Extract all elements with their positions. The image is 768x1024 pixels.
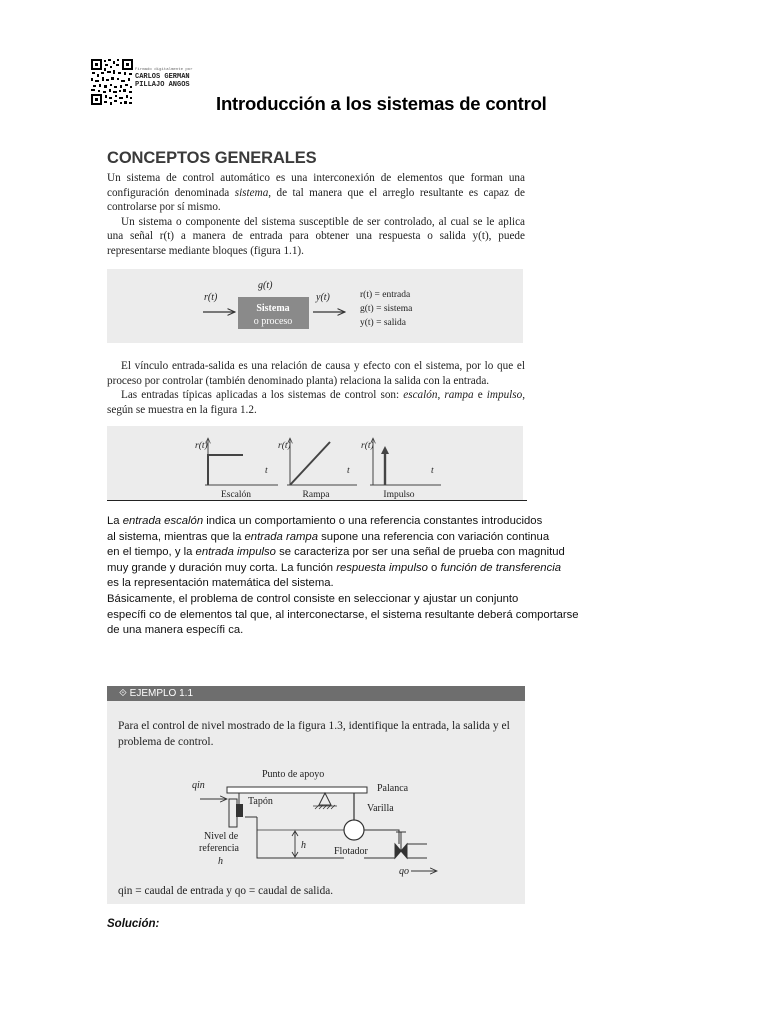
label-nivel-3: h bbox=[218, 856, 223, 867]
label-qo: qo bbox=[399, 866, 409, 877]
fig1-system-signal: g(t) bbox=[258, 280, 273, 291]
impulse-ylabel: r(t) bbox=[361, 441, 374, 451]
body-line: en el tiempo, y la entrada impulso se caracteriza por ser una señal de prueba con magnitud bbox=[107, 546, 565, 559]
intro-paragraph-2: Un sistema o componente del sistema susceptible de ser controlado, al cual se le aplica una señal r(t) a manera de entrada para obtener una respuesta o salida y(t), puede representarse mediante bloques (figura 1.1). bbox=[107, 215, 525, 257]
ramp-xlabel: t bbox=[347, 466, 350, 476]
page-title: Introducción a los sistemas de control bbox=[216, 93, 547, 114]
ramp-ylabel: r(t) bbox=[278, 441, 291, 451]
step-ylabel: r(t) bbox=[195, 441, 208, 451]
body-line: La entrada escalón indica un comportamiento o una referencia constantes introducidos bbox=[107, 515, 543, 527]
step-plot bbox=[195, 438, 278, 500]
body-line: es la representación matemática del sistema. bbox=[107, 577, 334, 590]
impulse-label: Impulso bbox=[383, 490, 415, 500]
middle-text bbox=[107, 359, 525, 417]
legend-salida: y(t) = salida bbox=[360, 318, 406, 328]
middle-paragraph-2: Las entradas típicas aplicadas a los sistemas de control son: escalón, rampa e impulso, según se muestra en la figura 1.2. bbox=[107, 389, 526, 416]
label-h: h bbox=[301, 840, 306, 851]
body-line: muy grande y duración muy corta. La función respuesta impulso o función de transferencia bbox=[107, 561, 562, 574]
signer-line-2: PILLAJO ANGOS bbox=[135, 81, 190, 89]
fig1-input-label: r(t) bbox=[204, 292, 218, 303]
legend-entrada: r(t) = entrada bbox=[360, 290, 411, 300]
label-nivel-2: referencia bbox=[199, 843, 239, 854]
block-label-1: Sistema bbox=[256, 303, 290, 314]
outlet-pipe bbox=[364, 830, 399, 844]
intro-paragraph-1: Un sistema de control automático es una interconexión de elementos que forman una configuración denominada sistema, de tal manera que el arreglo resultante es capaz de controlarse por sí mismo. bbox=[107, 172, 525, 214]
section-title: CONCEPTOS GENERALES bbox=[107, 149, 317, 167]
body-line: específi co de elementos tal que, al interconectarse, el sistema resultante deberá comportarse bbox=[107, 608, 579, 621]
qr-code bbox=[90, 58, 134, 106]
label-varilla: Varilla bbox=[367, 803, 394, 814]
pivot bbox=[319, 793, 331, 805]
label-tapon: Tapón bbox=[248, 796, 273, 807]
step-xlabel: t bbox=[265, 466, 268, 476]
float bbox=[344, 820, 364, 840]
fig1-output-label: y(t) bbox=[316, 292, 330, 303]
signature-note: Firmado digitalmente por bbox=[135, 68, 193, 72]
label-nivel-1: Nivel de bbox=[204, 831, 239, 842]
solution-heading: Solución: bbox=[107, 918, 160, 930]
tank bbox=[257, 817, 344, 858]
ramp-label: Rampa bbox=[302, 490, 330, 500]
impulse-xlabel: t bbox=[431, 466, 434, 476]
label-qin: qin bbox=[192, 780, 205, 791]
example-text: Para el control de nivel mostrado de la figura 1.3, identifique la entrada, la salida y el problema de control. bbox=[118, 720, 510, 748]
figure-caption: qin = caudal de entrada y qo = caudal de salida. bbox=[118, 885, 334, 897]
example-header: ⟐ EJEMPLO 1.1 bbox=[107, 686, 525, 701]
lever bbox=[227, 787, 367, 793]
digital-signature bbox=[135, 68, 193, 89]
middle-paragraph-1: El vínculo entrada-salida es una relación de causa y efecto con el sistema, por lo que el proceso por controlar (también denominado planta) relaciona la salida con la entrada. bbox=[107, 360, 525, 387]
ramp-plot bbox=[278, 438, 357, 500]
body-text bbox=[107, 514, 627, 639]
signer-line-1: CARLOS GERMAN bbox=[135, 73, 190, 81]
figure-block-diagram bbox=[107, 269, 523, 343]
figure-input-signals bbox=[107, 426, 523, 501]
label-punto-apoyo: Punto de apoyo bbox=[262, 769, 325, 780]
body-line: al sistema, mientras que la entrada rampa supone una referencia con variación continua bbox=[107, 530, 550, 543]
impulse-plot bbox=[361, 438, 441, 500]
inlet-pipe bbox=[229, 799, 237, 827]
label-palanca: Palanca bbox=[377, 783, 409, 794]
legend-sistema: g(t) = sistema bbox=[360, 304, 413, 314]
body-line: de una manera específi ca. bbox=[107, 624, 244, 637]
divider bbox=[107, 500, 527, 501]
intro-text bbox=[107, 171, 525, 259]
ramp-signal bbox=[290, 442, 330, 485]
step-label: Escalón bbox=[220, 490, 252, 500]
step-signal bbox=[208, 455, 243, 485]
label-flotador: Flotador bbox=[334, 846, 368, 857]
figure-level-control bbox=[107, 760, 525, 880]
body-line: Básicamente, el problema de control consiste en seleccionar y ajustar un conjunto bbox=[107, 592, 519, 605]
block-label-2: o proceso bbox=[253, 316, 293, 327]
